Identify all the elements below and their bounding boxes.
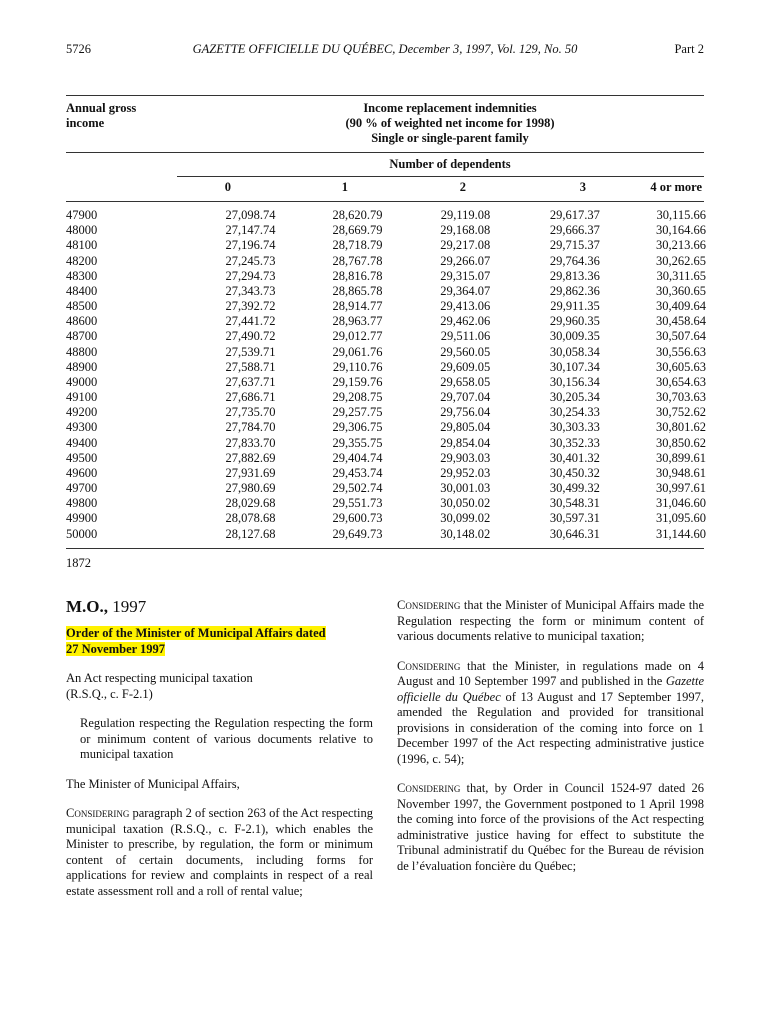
table-row <box>66 223 706 238</box>
indemnity-cell: 30,099.02 <box>440 511 491 526</box>
journal-title: GAZETTE OFFICIELLE DU QUÉBEC, December 3, 1997, Vol. 129, No. 50 <box>192 42 578 56</box>
indemnity-cell: 30,703.63 <box>656 390 706 405</box>
table-title <box>260 101 640 146</box>
indemnity-cell: 30,205.34 <box>549 390 600 405</box>
indemnity-cell: 29,609.05 <box>440 359 491 374</box>
indemnity-cell: 30,009.35 <box>549 329 600 344</box>
indemnity-cell: 30,213.66 <box>656 238 706 253</box>
considering-paragraph-1 <box>397 598 704 645</box>
footnote-number: 1872 <box>66 556 91 570</box>
indemnity-cell: 29,413.06 <box>440 299 491 314</box>
table-top-rule <box>66 95 704 96</box>
table-rule <box>66 201 704 202</box>
indemnity-cell: 30,507.64 <box>656 329 706 344</box>
indemnity-cell: 29,649.73 <box>332 526 383 541</box>
indemnity-cell: 31,144.60 <box>656 526 706 541</box>
table-row <box>66 208 706 223</box>
indemnity-cell: 29,854.04 <box>440 435 491 450</box>
indemnity-cell: 29,364.07 <box>440 283 491 298</box>
indemnity-cell: 29,217.08 <box>440 238 491 253</box>
considering-text: that the Minister, in regulations made on 4 August and 10 September 1997 and published in the <box>397 658 704 688</box>
indemnity-cell: 30,148.02 <box>440 526 491 541</box>
indemnity-cell: 29,707.04 <box>440 390 491 405</box>
indemnity-cell: 29,119.08 <box>440 208 491 222</box>
income-cell: 48200 <box>66 253 98 268</box>
indemnity-cell: 27,245.73 <box>225 253 276 268</box>
mo-year: 1997 <box>108 597 147 616</box>
table-row <box>66 269 706 284</box>
indemnity-cell: 30,654.63 <box>656 374 706 389</box>
income-cell: 48800 <box>66 344 98 359</box>
indemnity-cell: 27,735.70 <box>225 405 276 420</box>
indemnity-cell: 29,600.73 <box>332 511 383 526</box>
considering-word: Considering <box>66 806 130 820</box>
indemnity-cell: 28,620.79 <box>332 208 383 222</box>
indemnity-cell: 30,801.62 <box>656 420 706 435</box>
indemnity-cell: 30,548.31 <box>549 496 600 511</box>
indemnity-cell: 27,490.72 <box>225 329 276 344</box>
indemnity-cell: 27,098.74 <box>225 208 276 222</box>
indemnity-cell: 28,669.79 <box>332 223 383 238</box>
income-cell: 49000 <box>66 374 98 389</box>
order-title-line1: Order of the Minister of Municipal Affairs dated <box>66 626 326 640</box>
indemnity-cell: 29,306.75 <box>332 420 383 435</box>
indemnity-cell: 30,311.65 <box>656 268 706 283</box>
table-row <box>66 299 706 314</box>
table-row <box>66 390 706 405</box>
considering-word: Considering <box>397 598 461 612</box>
indemnity-cell: 28,029.68 <box>225 496 276 511</box>
indemnity-cell: 31,046.60 <box>656 496 706 511</box>
indemnity-cell: 29,813.36 <box>549 268 600 283</box>
indemnity-cell: 30,948.61 <box>656 465 706 480</box>
indemnity-cell: 27,833.70 <box>225 435 276 450</box>
indemnity-cell: 29,208.75 <box>332 390 383 405</box>
indemnity-cell: 30,850.62 <box>656 435 706 450</box>
income-cell: 49400 <box>66 435 98 450</box>
indemnity-cell: 27,441.72 <box>225 314 276 329</box>
table-title-line2: (90 % of weighted net income for 1998) <box>345 116 555 130</box>
column-header-3: 3 <box>579 180 586 194</box>
column-header-2: 2 <box>459 180 466 194</box>
table-row <box>66 375 706 390</box>
minister-line: The Minister of Municipal Affairs, <box>66 776 240 791</box>
indemnity-cell: 29,911.35 <box>550 299 600 314</box>
indemnity-cell: 30,450.32 <box>549 465 600 480</box>
income-cell: 49900 <box>66 511 98 526</box>
indemnity-cell: 29,903.03 <box>440 450 491 465</box>
indemnity-table <box>66 208 706 542</box>
table-row <box>66 420 706 435</box>
indemnity-cell: 29,502.74 <box>332 481 383 496</box>
indemnity-cell: 29,404.74 <box>332 450 383 465</box>
dependents-header: Number of dependents <box>389 157 511 171</box>
order-title <box>66 626 373 657</box>
indemnity-cell: 30,164.66 <box>656 223 706 238</box>
indemnity-cell: 27,637.71 <box>225 374 276 389</box>
indemnity-cell: 30,899.61 <box>656 450 706 465</box>
column-header-4-or-more: 4 or more <box>650 180 702 194</box>
considering-word: Considering <box>397 658 461 673</box>
income-cell: 48000 <box>66 223 98 238</box>
income-cell: 47900 <box>66 208 98 222</box>
indemnity-cell: 30,058.34 <box>549 344 600 359</box>
indemnity-cell: 29,159.76 <box>332 374 383 389</box>
indemnity-cell: 28,963.77 <box>332 314 383 329</box>
indemnity-cell: 27,539.71 <box>225 344 276 359</box>
indemnity-cell: 30,499.32 <box>549 481 600 496</box>
income-cell: 49800 <box>66 496 98 511</box>
considering-text: paragraph 2 of section 263 of the Act respecting municipal taxation (R.S.Q., c. F-2.1), which enables the Minister to prescribe, by regulation, the form or minimum content of certain documents, including forms for applications for review and complaints in respect of a real estate assessment roll and a roll of rental value; <box>66 806 373 898</box>
table-row <box>66 284 706 299</box>
indemnity-cell: 27,588.71 <box>225 359 276 374</box>
table-row <box>66 329 706 344</box>
indemnity-cell: 29,511.06 <box>440 329 491 344</box>
indemnity-cell: 27,686.71 <box>225 390 276 405</box>
table-row <box>66 254 706 269</box>
indemnity-cell: 29,560.05 <box>440 344 491 359</box>
act-citation: (R.S.Q., c. F-2.1) <box>66 686 153 701</box>
table-row <box>66 314 706 329</box>
indemnity-cell: 30,605.63 <box>656 359 706 374</box>
indemnity-cell: 30,556.63 <box>656 344 706 359</box>
indemnity-cell: 28,816.78 <box>332 268 383 283</box>
column-header-1: 1 <box>341 180 348 194</box>
indemnity-cell: 29,666.37 <box>549 223 600 238</box>
indemnity-cell: 30,254.33 <box>549 405 600 420</box>
indemnity-cell: 30,401.32 <box>549 450 600 465</box>
right-column <box>397 598 704 874</box>
indemnity-cell: 27,147.74 <box>225 223 276 238</box>
indemnity-cell: 30,752.62 <box>656 405 706 420</box>
table-row <box>66 436 706 451</box>
income-cell: 48400 <box>66 283 98 298</box>
indemnity-cell: 29,658.05 <box>440 374 491 389</box>
income-cell: 48600 <box>66 314 98 329</box>
table-row <box>66 238 706 253</box>
table-title-line1: Income replacement indemnities <box>363 101 537 115</box>
indemnity-cell: 30,001.03 <box>440 481 491 496</box>
indemnity-cell: 29,012.77 <box>332 329 383 344</box>
considering-paragraph-3 <box>397 781 704 874</box>
income-cell: 48700 <box>66 329 98 344</box>
indemnity-cell: 29,862.36 <box>549 283 600 298</box>
table-row <box>66 511 706 526</box>
indemnity-cell: 29,960.35 <box>549 314 600 329</box>
indemnity-cell: 30,458.64 <box>656 314 706 329</box>
indemnity-cell: 30,107.34 <box>549 359 600 374</box>
indemnity-cell: 29,355.75 <box>332 435 383 450</box>
page-number: 5726 <box>66 42 91 56</box>
indemnity-cell: 29,551.73 <box>332 496 383 511</box>
indemnity-cell: 30,115.66 <box>656 208 706 222</box>
indemnity-cell: 28,078.68 <box>225 511 276 526</box>
indemnity-cell: 30,050.02 <box>440 496 491 511</box>
indemnity-cell: 27,343.73 <box>225 283 276 298</box>
indemnity-cell: 30,352.33 <box>549 435 600 450</box>
table-row <box>66 466 706 481</box>
income-cell: 49700 <box>66 481 98 496</box>
page-header <box>66 42 704 60</box>
indemnity-cell: 29,257.75 <box>332 405 383 420</box>
column-header-0: 0 <box>224 180 231 194</box>
considering-text-cont: of 13 August and 17 September 1997, amended the Regulation and provided for transitional provisions in consideration of the coming into force on 1 December 1997 of the Act respecting administrative justice (1996, c. 54); <box>397 689 704 766</box>
indemnity-cell: 29,617.37 <box>549 208 600 222</box>
table-row <box>66 451 706 466</box>
table-row <box>66 481 706 496</box>
considering-paragraph-2 <box>397 659 704 768</box>
income-cell: 48100 <box>66 238 98 253</box>
income-cell: 49100 <box>66 390 98 405</box>
act-name: An Act respecting municipal taxation <box>66 671 253 685</box>
indemnity-cell: 29,061.76 <box>332 344 383 359</box>
table-row <box>66 360 706 375</box>
indemnity-cell: 29,315.07 <box>440 268 491 283</box>
indemnity-cell: 31,095.60 <box>656 511 706 526</box>
income-cell: 49200 <box>66 405 98 420</box>
indemnity-cell: 30,156.34 <box>549 374 600 389</box>
table-row <box>66 496 706 511</box>
indemnity-cell: 30,997.61 <box>656 481 706 496</box>
indemnity-cell: 30,409.64 <box>656 299 706 314</box>
income-cell: 49600 <box>66 465 98 480</box>
left-column <box>66 596 373 899</box>
indemnity-cell: 27,882.69 <box>225 450 276 465</box>
table-bottom-rule <box>66 548 704 549</box>
order-title-line2: 27 November 1997 <box>66 641 166 656</box>
considering-word: Considering <box>397 781 461 795</box>
income-cell: 50000 <box>66 526 98 541</box>
indemnity-cell: 29,110.76 <box>332 359 383 374</box>
indemnity-cell: 27,294.73 <box>225 268 276 283</box>
indemnity-cell: 29,952.03 <box>440 465 491 480</box>
indemnity-cell: 28,865.78 <box>332 283 383 298</box>
indemnity-cell: 29,168.08 <box>440 223 491 238</box>
indemnity-cell: 29,764.36 <box>549 253 600 268</box>
annual-gross-income-header <box>66 101 186 131</box>
income-cell: 48300 <box>66 268 98 283</box>
indemnity-cell: 29,462.06 <box>440 314 491 329</box>
considering-text: that, by Order in Council 1524-97 dated 26 November 1997, the Government postponed to 1 April 1998 the coming into force of the provisions of the Act respecting administrative justice having for effect to substitute the Tribunal administratif du Québec for the Bureau de révision de l’évaluation foncière du Québec; <box>397 781 704 873</box>
regulation-title: Regulation respecting the Regulation respecting the form or minimum content of various documents relative to municipal taxation <box>80 716 373 761</box>
mo-heading <box>66 596 373 618</box>
indemnity-cell: 30,646.31 <box>549 526 600 541</box>
table-rule <box>177 176 704 177</box>
indemnity-cell: 29,715.37 <box>549 238 600 253</box>
indemnity-cell: 28,127.68 <box>225 526 276 541</box>
indemnity-cell: 30,262.65 <box>656 253 706 268</box>
mo-label: M.O., <box>66 597 109 616</box>
indemnity-cell: 30,360.65 <box>656 283 706 298</box>
indemnity-cell: 29,756.04 <box>440 405 491 420</box>
table-row <box>66 345 706 360</box>
table-row <box>66 527 706 542</box>
considering-text: that the Minister of Municipal Affairs made the Regulation respecting the form or minimum content of various documents relative to municipal taxation; <box>397 598 704 643</box>
indemnity-cell: 30,303.33 <box>549 420 600 435</box>
indemnity-cell: 27,196.74 <box>225 238 276 253</box>
income-cell: 49300 <box>66 420 98 435</box>
income-cell: 48500 <box>66 299 98 314</box>
indemnity-cell: 27,931.69 <box>225 465 276 480</box>
table-title-line3: Single or single-parent family <box>371 131 529 145</box>
indemnity-cell: 28,767.78 <box>332 253 383 268</box>
indemnity-cell: 29,805.04 <box>440 420 491 435</box>
annual-label-line1: Annual gross <box>66 101 137 115</box>
table-row <box>66 405 706 420</box>
indemnity-cell: 27,784.70 <box>225 420 276 435</box>
annual-label-line2: income <box>66 116 105 130</box>
indemnity-cell: 28,718.79 <box>332 238 383 253</box>
indemnity-cell: 30,597.31 <box>549 511 600 526</box>
gazette-italic: Gazette officielle du Québec <box>397 674 704 704</box>
considering-paragraph <box>66 806 373 899</box>
indemnity-cell: 29,453.74 <box>332 465 383 480</box>
income-cell: 49500 <box>66 450 98 465</box>
indemnity-cell: 27,392.72 <box>225 299 276 314</box>
table-rule <box>66 152 704 153</box>
income-cell: 48900 <box>66 359 98 374</box>
indemnity-cell: 27,980.69 <box>225 481 276 496</box>
indemnity-cell: 29,266.07 <box>440 253 491 268</box>
part-label: Part 2 <box>674 42 704 56</box>
indemnity-cell: 28,914.77 <box>332 299 383 314</box>
